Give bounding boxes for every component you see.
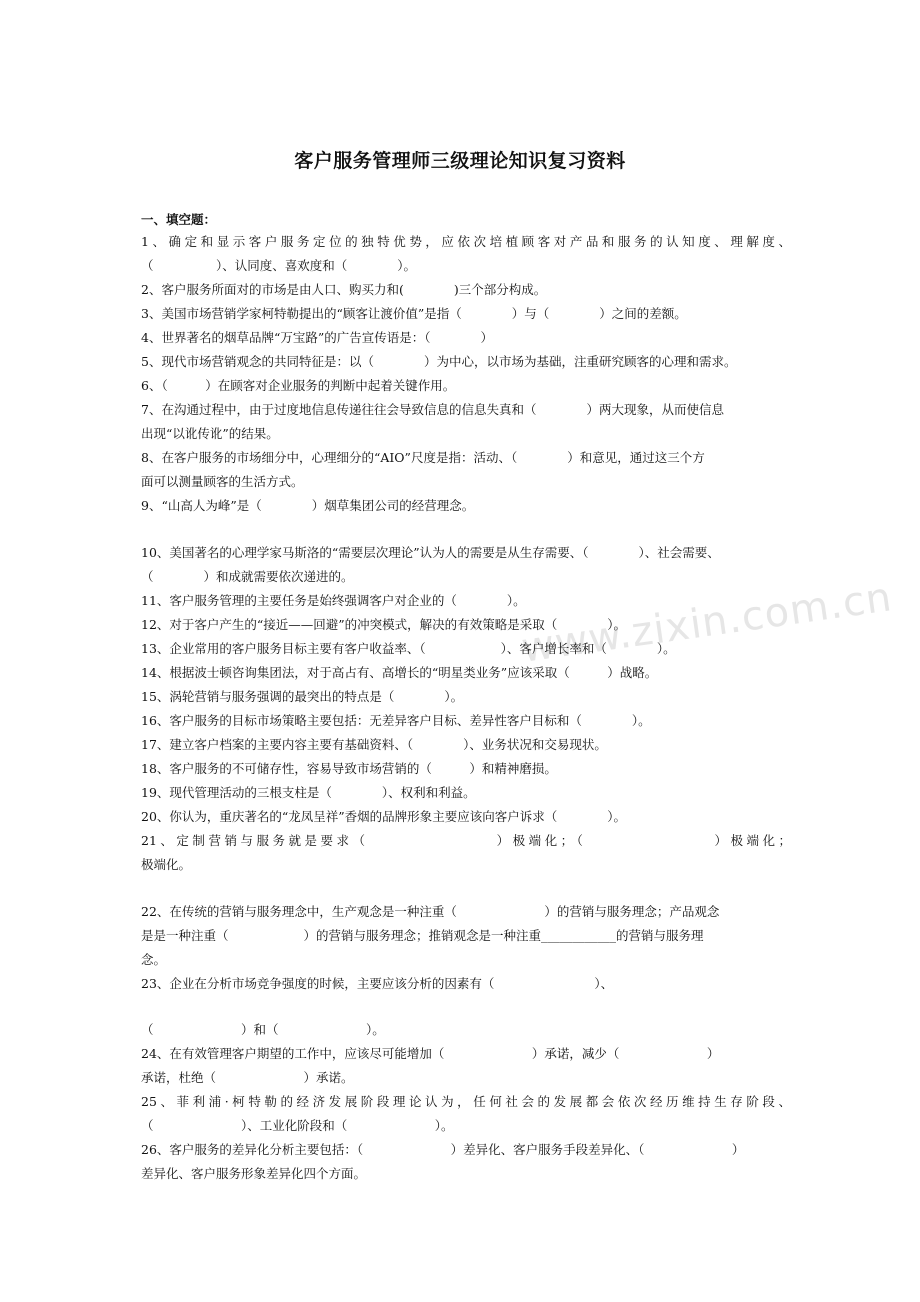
question-line: 极端化。 xyxy=(141,857,192,872)
question-line: 18、客户服务的不可储存性，容易导致市场营销的（ ）和精神磨损。 xyxy=(141,761,557,776)
question-line: 7、在沟通过程中，由于过度地信息传递往往会导致信息的信息失真和（ ）两大现象，从而使信息 xyxy=(141,402,724,417)
question-line: 15、涡轮营销与服务强调的最突出的特点是（ ）。 xyxy=(141,689,464,704)
question-line: 16、客户服务的目标市场策略主要包括：无差异客户目标、差异性客户目标和（ ）。 xyxy=(141,713,651,728)
question-line: 9、“山高人为峰”是（ ）烟草集团公司的经营理念。 xyxy=(141,498,475,513)
watermark: www.zixin.com.cn xyxy=(518,574,896,672)
question-line: （ ）、工业化阶段和（ ）。 xyxy=(141,1118,454,1133)
question-line: 念。 xyxy=(141,952,167,967)
section-heading: 一、填空题： xyxy=(141,212,217,227)
question-line: 8、在客户服务的市场细分中，心理细分的“AIO”尺度是指：活动、（ ）和意见，通过这三个方 xyxy=(141,450,705,465)
question-line: 21、定制营销与服务就是要求（ ）极端化；（ ）极端化； xyxy=(141,833,791,848)
question-line: 13、企业常用的客户服务目标主要有客户收益率、（ ）、客户增长率和（ ）。 xyxy=(141,641,676,656)
question-line: 是是一种注重（ ）的营销与服务理念；推销观念是一种注重____________的营销与服务理 xyxy=(141,928,704,943)
question-line: 2、客户服务所面对的市场是由人口、购买力和( )三个部分构成。 xyxy=(141,282,547,297)
document-title: 客户服务管理师三级理论知识复习资料 xyxy=(294,150,626,172)
question-line: 26、客户服务的差异化分析主要包括：（ ）差异化、客户服务手段差异化、（ ） xyxy=(141,1142,745,1157)
question-line: 25、菲利浦·柯特勒的经济发展阶段理论认为，任何社会的发展都会依次经历维持生存阶段、 xyxy=(141,1094,791,1109)
question-line: 19、现代管理活动的三根支柱是（ ）、权利和利益。 xyxy=(141,785,476,800)
question-line: （ ）、认同度、喜欢度和（ ）。 xyxy=(141,258,417,273)
question-line: 面可以测量顾客的生活方式。 xyxy=(141,474,304,489)
question-line: 出现“以讹传讹”的结果。 xyxy=(141,426,279,441)
question-line: 24、在有效管理客户期望的工作中，应该尽可能增加（ ）承诺，减少（ ） xyxy=(141,1046,720,1061)
question-line: 12、对于客户产生的“接近——回避”的冲突模式，解决的有效策略是采取（ ）。 xyxy=(141,617,626,632)
question-line: （ ）和（ ）。 xyxy=(141,1022,385,1037)
question-line: 22、在传统的营销与服务理念中，生产观念是一种注重（ ）的营销与服务理念；产品观念 xyxy=(141,904,720,919)
question-line: 差异化、客户服务形象差异化四个方面。 xyxy=(141,1166,367,1181)
question-line: 10、美国著名的心理学家马斯洛的“需要层次理论”认为人的需要是从生存需要、（ ）、社会需要、 xyxy=(141,545,720,560)
question-line: 17、建立客户档案的主要内容主要有基础资料、（ ）、业务状况和交易现状。 xyxy=(141,737,607,752)
question-line: （ ）和成就需要依次递进的。 xyxy=(141,569,354,584)
question-line: 14、根据波士顿咨询集团法，对于高占有、高增长的“明星类业务”应该采取（ ）战略。 xyxy=(141,665,658,680)
question-line: 20、你认为，重庆著名的“龙凤呈祥”香烟的品牌形象主要应该向客户诉求（ ）。 xyxy=(141,809,626,824)
question-line: 11、客户服务管理的主要任务是始终强调客户对企业的（ ）。 xyxy=(141,593,526,608)
question-line: 5、现代市场营销观念的共同特征是：以（ ）为中心，以市场为基础，注重研究顾客的心理和需求。 xyxy=(141,354,737,369)
question-line: 3、美国市场营销学家柯特勒提出的“顾客让渡价值”是指（ ）与（ ）之间的差额。 xyxy=(141,306,687,321)
question-line: 承诺，杜绝（ ）承诺。 xyxy=(141,1070,354,1085)
question-line: 1、确定和显示客户服务定位的独特优势，应依次培植顾客对产品和服务的认知度、理解度、 xyxy=(141,234,791,249)
question-line: 6、（ ）在顾客对企业服务的判断中起着关键作用。 xyxy=(141,378,456,393)
question-line: 23、企业在分析市场竞争强度的时候，主要应该分析的因素有（ ）、 xyxy=(141,976,614,991)
question-line: 4、世界著名的烟草品牌“万宝路”的广告宣传语是：（ ） xyxy=(141,330,493,345)
